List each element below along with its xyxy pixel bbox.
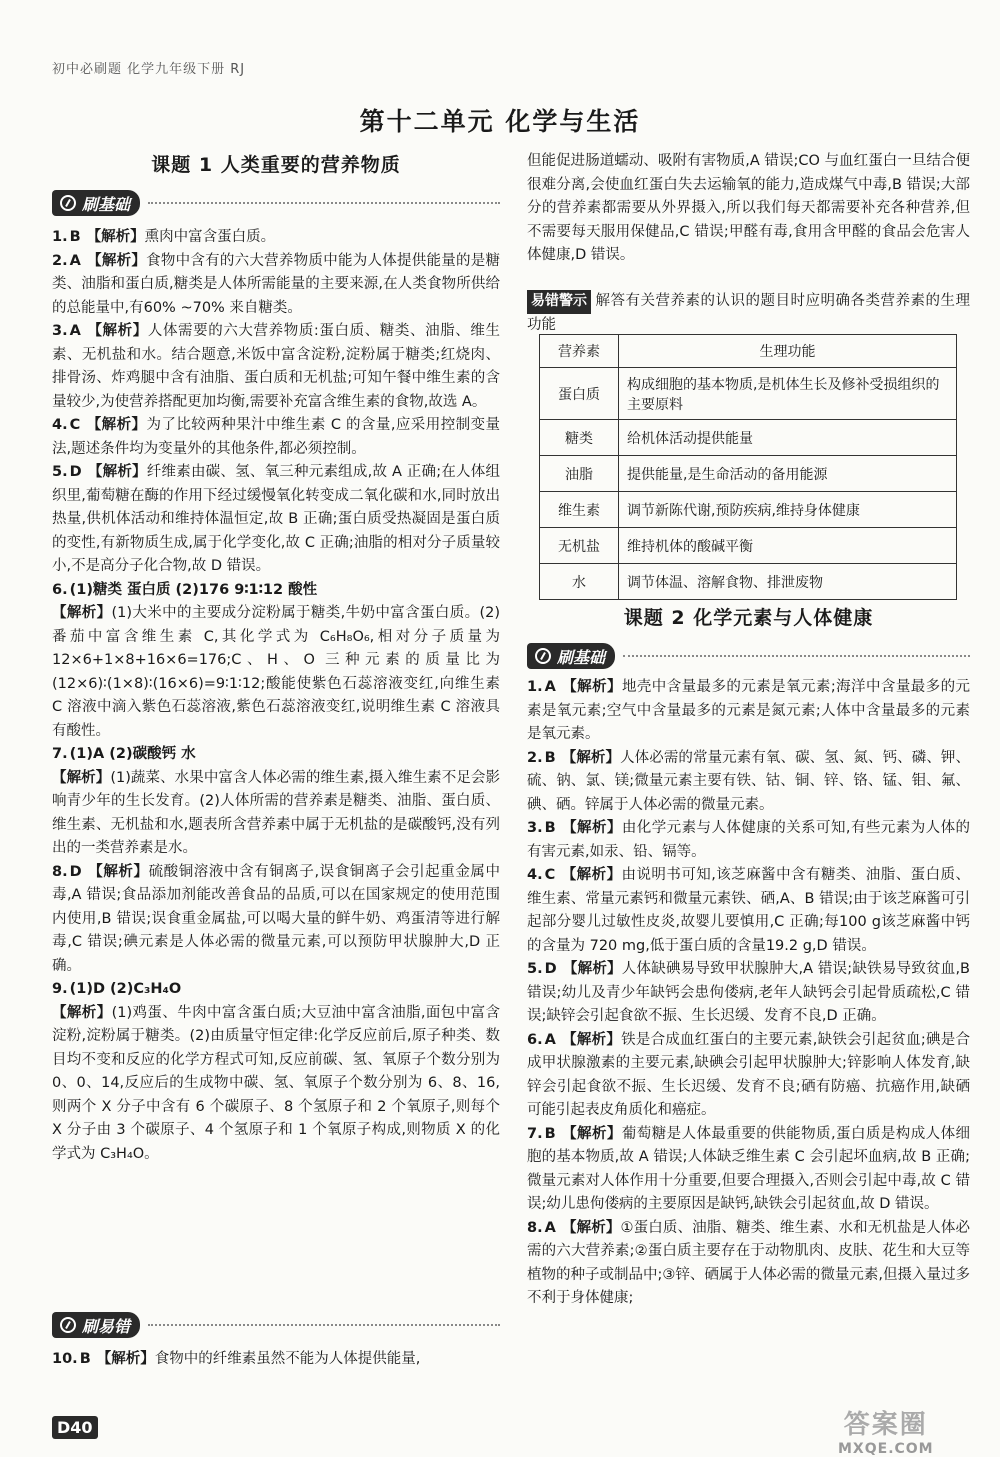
answer-item: 9. (1)D (2)C₃H₄O (52, 981, 182, 997)
table-header-cell: 生理功能 (619, 335, 957, 368)
table-cell: 水 (540, 564, 619, 600)
nutrient-table (539, 334, 957, 600)
section-tag-basic: 刷基础 (527, 643, 970, 669)
table-cell: 调节体温、溶解食物、排泄废物 (619, 564, 957, 600)
table-header-cell: 营养素 (540, 335, 619, 368)
warning-note: 易错警示 解答有关营养素的认识的题目时应明确各类营养素的生理功能 (527, 290, 970, 337)
table-header-row (540, 335, 957, 368)
table-row (540, 492, 957, 528)
table-row (540, 456, 957, 492)
table-cell: 蛋白质 (540, 368, 619, 420)
unit-title: 第十二单元 化学与生活 (359, 107, 641, 136)
answer-item: 3. B 【解析】由化学元素与人体健康的关系可知,有些元素为人体的有害元素,如汞、铅、镉等。 (527, 820, 971, 860)
table-cell: 给机体活动提供能量 (619, 420, 957, 456)
analysis-text: 【解析】(1)鸡蛋、牛肉中富含蛋白质;大豆油中富含油脂,面包中富含淀粉,淀粉属于糖类。(2)由质量守恒定律:化学反应前后,原子种类、数目均不变和反应的化学方程式可知,反应前碳、氢、氧原子个数分别为 0、0、14,反应后的生成物中碳、氢、氧原子个数分别为 6、8、16,则两个 X 分子中含有 6 个碳原子、8 个氢原子和 2 个氧原子,则每个 X 分子由 3 个碳原子、4 个氢原子和 1 个氧原子构成,则物质 X 的化学式为 C₃H₄O。 (52, 1004, 500, 1162)
brush-icon (60, 1317, 76, 1333)
answer-item: 4. C 【解析】为了比较两种果汁中维生素 C 的含量,应采用控制变量法,题述条件均为变量外的其他条件,都必须控制。 (52, 417, 501, 457)
answer-item: 2. A 【解析】食物中含有的六大营养物质中能为人体提供能量的是糖类、油脂和蛋白质,糖类是人体所需能量的主要来源,在人类食物所供给的总能量中,有60% ~70% 来自糖类。 (52, 252, 501, 316)
table-cell: 维持机体的酸碱平衡 (619, 528, 957, 564)
page-number: D40 (52, 1416, 98, 1439)
answer-item: 6. (1)糖类 蛋白质 (2)176 9∶1∶12 酸性 (52, 581, 318, 598)
answer-item: 3. A 【解析】人体需要的六大营养物质:蛋白质、糖类、油脂、维生素、无机盐和水。结合题意,米饭中富含淀粉,淀粉属于糖类;红烧肉、排骨汤、炸鸡腿中含有油脂、蛋白质和无机盐;可知午餐中维生素的含量较少,为使营养搭配更加均衡,需要补充富含维生素的食物,故选 A。 (52, 323, 500, 410)
table-cell: 构成细胞的基本物质,是机体生长及修补受损组织的主要原料 (619, 368, 957, 420)
answer-item: 7. B 【解析】葡萄糖是人体最重要的供能物质,蛋白质是构成人体细胞的基本物质,故 A 错误;人体缺乏维生素 C 会引起坏血病,故 B 正确;微量元素对人体作用十分重要,但要合理摄入,否则会引起中毒,故 C 错误;幼儿患佝偻病的主要原因是缺钙,缺铁会引起贫血,故 D 错误。 (527, 1125, 971, 1212)
table-cell: 调节新陈代谢,预防疾病,维持身体健康 (619, 492, 957, 528)
answer-item: 5. D 【解析】纤维素由碳、氢、氧三种元素组成,故 A 正确;在人体组织里,葡萄糖在酶的作用下经过缓慢氧化转变成二氧化碳和水,同时放出热量,供机体活动和维持体温恒定,故 B 正确;蛋白质受热凝固是蛋白质的变性,有新物质生成,属于化学变化,故 C 正确;油脂的相对分子质量较小,不是高分子化合物,故 D 错误。 (52, 464, 500, 574)
answer-item: 8. A 【解析】①蛋白质、油脂、糖类、维生素、水和无机盐是人体必需的六大营养素;②蛋白质主要存在于动物肌肉、皮肤、花生和大豆等植物的种子或制品中;③锌、硒属于人体必需的微量元素,但摄入量过多不利于身体健康; (527, 1219, 971, 1306)
table-cell: 提供能量,是生命活动的备用能源 (619, 456, 957, 492)
table-cell: 油脂 (540, 456, 619, 492)
lesson-2-title: 课题 2 化学元素与人体健康 (623, 607, 874, 629)
section-tag-error: 刷易错 (52, 1312, 500, 1338)
answer-item: 2. B 【解析】人体必需的常量元素有氧、碳、氢、氮、钙、磷、钾、硫、钠、氯、镁;微量元素主要有铁、钴、铜、锌、铬、锰、钼、氟、碘、硒。锌属于人体必需的微量元素。 (527, 749, 971, 813)
analysis-text: 【解析】(1)大米中的主要成分淀粉属于糖类,牛奶中富含蛋白质。(2)番茄中富含维生素 C,其化学式为 C₆H₈O₆,相对分子质量为 12×6+1×8+16×6=176;C、H、O 三种元素的质量比为(12×6)∶(1×8)∶(16×6)=9∶1∶12;酸能使紫色石蕊溶液变红,向维生素 C 溶液中滴入紫色石蕊溶液,紫色石蕊溶液变红,说明维生素 C 溶液具有酸性。 (52, 605, 501, 739)
table-cell: 无机盐 (540, 528, 619, 564)
analysis-text: 【解析】(1)蔬菜、水果中富含人体必需的维生素,摄入维生素不足会影响青少年的生长发育。(2)人体所需的营养素是糖类、油脂、蛋白质、维生素、无机盐和水,题表所含营养素中属于无机盐的是碳酸钙,没有列出的一类营养素是水。 (52, 769, 500, 856)
answer-item: 8. D 【解析】硫酸铜溶液中含有铜离子,误食铜离子会引起重金属中毒,A 错误;食品添加剂能改善食品的品质,可以在国家规定的使用范围内使用,B 错误;误食重金属盐,可以喝大量的鲜牛奶、鸡蛋清等进行解毒,C 错误;碘元素是人体必需的微量元素,可以预防甲状腺肿大,D 正确。 (52, 863, 501, 974)
analysis-continued: 但能促进肠道蠕动、吸附有害物质,A 错误;CO 与血红蛋白一旦结合便很难分离,会使血红蛋白失去运输氧的能力,造成煤气中毒,B 错误;大部分的营养素都需要从外界摄入,所以我们每天都需要补充各种营养,但不需要每天服用保健品,C 错误;甲醛有毒,食用含甲醛的食品会危害人体健康,D 错误。 (527, 153, 970, 263)
table-cell: 维生素 (540, 492, 619, 528)
running-head: 初中必刷题 化学九年级下册 RJ (52, 62, 246, 77)
warning-badge: 易错警示 (527, 290, 591, 314)
lesson-1-title: 课题 1 人类重要的营养物质 (151, 154, 401, 176)
answer-item: 6. A 【解析】铁是合成血红蛋白的主要元素,缺铁会引起贫血;碘是合成甲状腺激素的主要元素,缺碘会引起甲状腺肿大;锌影响人体发育,缺锌会引起食欲不振、生长迟缓、发育不良;硒有防癌、抗癌作用,缺硒可能引起表皮角质化和癌症。 (527, 1031, 970, 1118)
answer-item: 4. C 【解析】由说明书可知,该芝麻酱中含有糖类、油脂、蛋白质、维生素、常量元素钙和微量元素铁、硒,A、B 错误;由于该芝麻酱可引起部分婴儿过敏性皮炎,故婴儿要慎用,C 正确;每100 g该芝麻酱中钙的含量为 720 mg,低于蛋白质的含量19.2 g,D 错误。 (527, 867, 971, 954)
section-tag-basic: 刷基础 (52, 190, 500, 216)
answer-item: 1. A 【解析】地壳中含量最多的元素是氧元素;海洋中含量最多的元素是氧元素;空气中含量最多的元素是氮元素;人体中含量最多的元素是氧元素。 (527, 679, 971, 742)
table-row (540, 528, 957, 564)
answer-item: 10. B 【解析】食物中的纤维素虽然不能为人体提供能量, (52, 1351, 421, 1367)
table-cell: 糖类 (540, 420, 619, 456)
table-row (540, 420, 957, 456)
watermark: 答案圈 MXQE.COM (838, 1410, 934, 1457)
table-row (540, 564, 957, 600)
answer-item: 1. B 【解析】熏肉中富含蛋白质。 (52, 229, 276, 245)
brush-icon (535, 648, 551, 664)
answer-item: 7. (1)A (2)碳酸钙 水 (52, 746, 196, 762)
brush-icon (60, 195, 76, 211)
table-row (540, 368, 957, 420)
answer-item: 5. D 【解析】人体缺碘易导致甲状腺肿大,A 错误;缺铁易导致贫血,B 错误;幼儿及青少年缺钙会患佝偻病,老年人缺钙会引起骨质疏松,C 错误;缺锌会引起食欲不振、生长迟缓、发育不良,D 正确。 (527, 961, 971, 1024)
